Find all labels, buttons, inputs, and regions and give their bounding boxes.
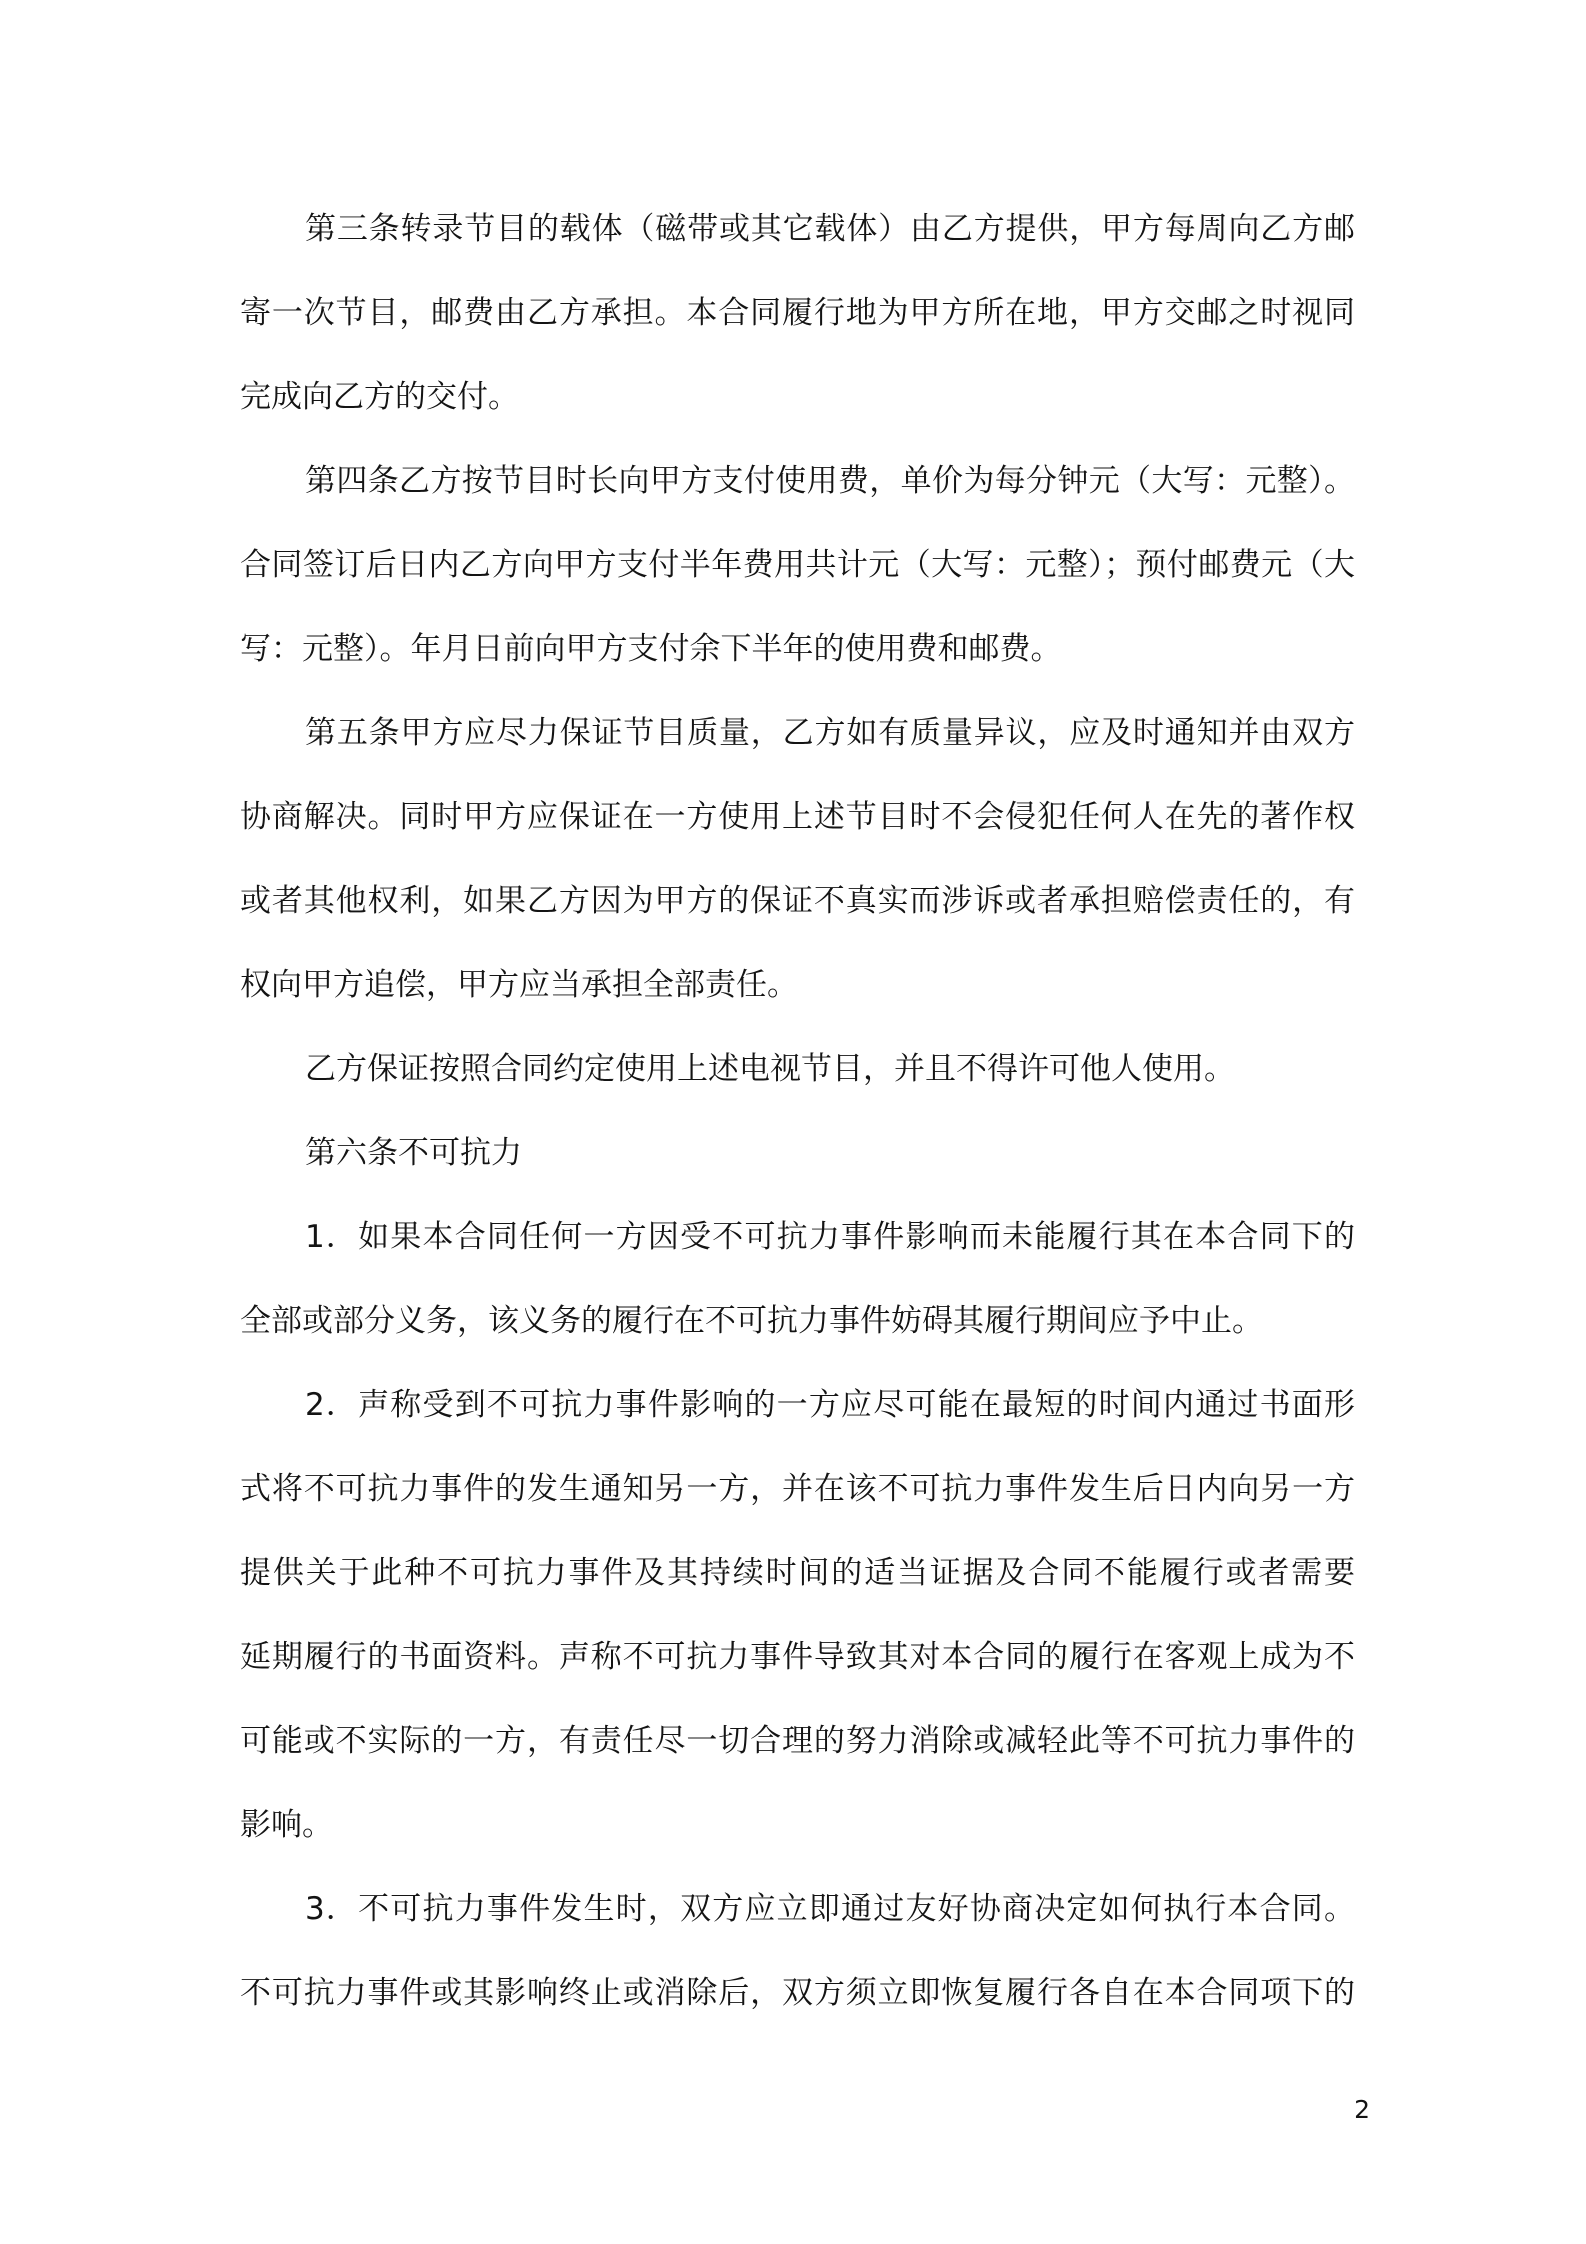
text-line: 延期履行的书面资料。声称不可抗力事件导致其对本合同的履行在客观上成为不 [240, 1639, 1355, 1675]
text-line: 提供关于此种不可抗力事件及其持续时间的适当证据及合同不能履行或者需要 [240, 1555, 1355, 1591]
text-line-article-3: 第三条转录节目的载体（磁带或其它载体）由乙方提供，甲方每周向乙方邮 [305, 211, 1355, 247]
text-line: 或者其他权利，如果乙方因为甲方的保证不真实而涉诉或者承担赔偿责任的，有 [240, 883, 1355, 919]
text-line: 完成向乙方的交付。 [240, 379, 519, 415]
text-line: 寄一次节目，邮费由乙方承担。本合同履行地为甲方所在地，甲方交邮之时视同 [240, 295, 1355, 331]
text-line: 协商解决。同时甲方应保证在一方使用上述节目时不会侵犯任何人在先的著作权 [240, 799, 1355, 835]
text-line: 可能或不实际的一方，有责任尽一切合理的努力消除或减轻此等不可抗力事件的 [240, 1723, 1355, 1759]
text-line: 权向甲方追偿，甲方应当承担全部责任。 [240, 967, 798, 1003]
text-line: 乙方保证按照合同约定使用上述电视节目，并且不得许可他人使用。 [305, 1051, 1235, 1087]
text-line: 写：元整）。年月日前向甲方支付余下半年的使用费和邮费。 [240, 631, 1062, 667]
text-line: 式将不可抗力事件的发生通知另一方，并在该不可抗力事件发生后日内向另一方 [240, 1471, 1355, 1507]
article-6-heading: 第六条不可抗力 [305, 1135, 522, 1171]
text-line: 全部或部分义务，该义务的履行在不可抗力事件妨碍其履行期间应予中止。 [240, 1303, 1263, 1339]
text-line: 合同签订后日内乙方向甲方支付半年费用共计元（大写：元整）；预付邮费元（大 [240, 547, 1355, 583]
text-line-clause-3: 3．不可抗力事件发生时，双方应立即通过友好协商决定如何执行本合同。 [305, 1891, 1355, 1927]
text-line-clause-2: 2．声称受到不可抗力事件影响的一方应尽可能在最短的时间内通过书面形 [305, 1387, 1355, 1423]
text-line-clause-1: 1．如果本合同任何一方因受不可抗力事件影响而未能履行其在本合同下的 [305, 1219, 1355, 1255]
text-line-article-5: 第五条甲方应尽力保证节目质量，乙方如有质量异议，应及时通知并由双方 [305, 715, 1355, 751]
text-line: 不可抗力事件或其影响终止或消除后，双方须立即恢复履行各自在本合同项下的 [240, 1975, 1355, 2011]
text-line: 影响。 [240, 1807, 333, 1843]
text-line-article-4: 第四条乙方按节目时长向甲方支付使用费，单价为每分钟元（大写：元整）。 [305, 463, 1355, 499]
page-number: 2 [1354, 2095, 1370, 2124]
